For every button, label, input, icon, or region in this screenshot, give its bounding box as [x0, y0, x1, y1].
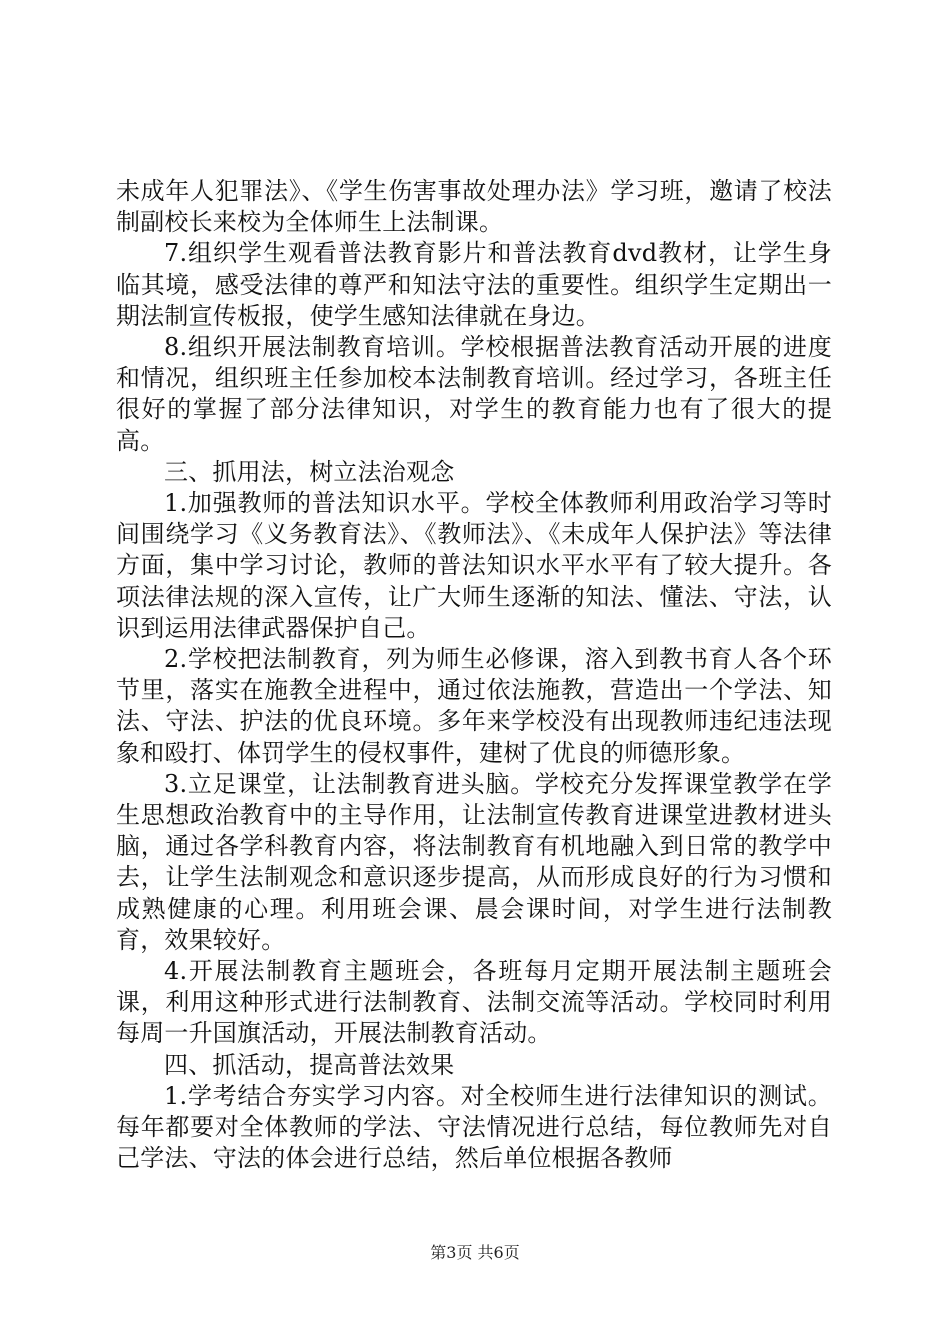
- document-body: [116, 176, 832, 1175]
- paragraph: 2.学校把法制教育，列为师生必修课，溶入到教书育人各个环节里，落实在施教全进程中，通过依法施教，营造出一个学法、知法、守法、护法的优良环境。多年来学校没有出现教师违纪违法现象和殴打、体罚学生的侵权事件，建树了优良的师德形象。: [116, 645, 832, 767]
- page-number-label: 第3页 共6页: [430, 1243, 520, 1262]
- section-heading: 三、抓用法，树立法治观念: [164, 457, 455, 486]
- paragraph: 3.立足课堂，让法制教育进头脑。学校充分发挥课堂教学在学生思想政治教育中的主导作用，让法制宣传教育进课堂进教材进头脑，通过各学科教育内容，将法制教育有机地融入到日常的教学中去，让学生法制观念和意识逐步提高，从而形成良好的行为习惯和成熟健康的心理。利用班会课、晨会课时间，对学生进行法制教育，效果较好。: [116, 769, 832, 954]
- paragraph: 1.加强教师的普法知识水平。学校全体教师利用政治学习等时间围绕学习《义务教育法》、《教师法》、《未成年人保护法》等法律方面，集中学习讨论，教师的普法知识水平水平有了较大提升。各项法律法规的深入宣传，让广大师生逐渐的知法、懂法、守法，认识到运用法律武器保护自己。: [116, 489, 832, 642]
- paragraph: 8.组织开展法制教育培训。学校根据普法教育活动开展的进度和情况，组织班主任参加校本法制教育培训。经过学习，各班主任很好的掌握了部分法律知识，对学生的教育能力也有了很大的提高。: [116, 333, 832, 455]
- paragraph: 1.学考结合夯实学习内容。对全校师生进行法律知识的测试。每年都要对全体教师的学法、守法情况进行总结，每位教师先对自己学法、守法的体会进行总结，然后单位根据各教师: [116, 1081, 832, 1173]
- section-heading: 四、抓活动，提高普法效果: [164, 1050, 455, 1079]
- page-footer: [0, 1243, 950, 1263]
- paragraph: 7.组织学生观看普法教育影片和普法教育dvd教材，让学生身临其境，感受法律的尊严和知法守法的重要性。组织学生定期出一期法制宣传板报，使学生感知法律就在身边。: [116, 239, 832, 330]
- paragraph: 未成年人犯罪法》、《学生伤害事故处理办法》学习班，邀请了校法制副校长来校为全体师生上法制课。: [116, 177, 832, 237]
- paragraph: 4.开展法制教育主题班会，各班每月定期开展法制主题班会课，利用这种形式进行法制教育、法制交流等活动。学校同时利用每周一升国旗活动，开展法制教育活动。: [116, 957, 832, 1048]
